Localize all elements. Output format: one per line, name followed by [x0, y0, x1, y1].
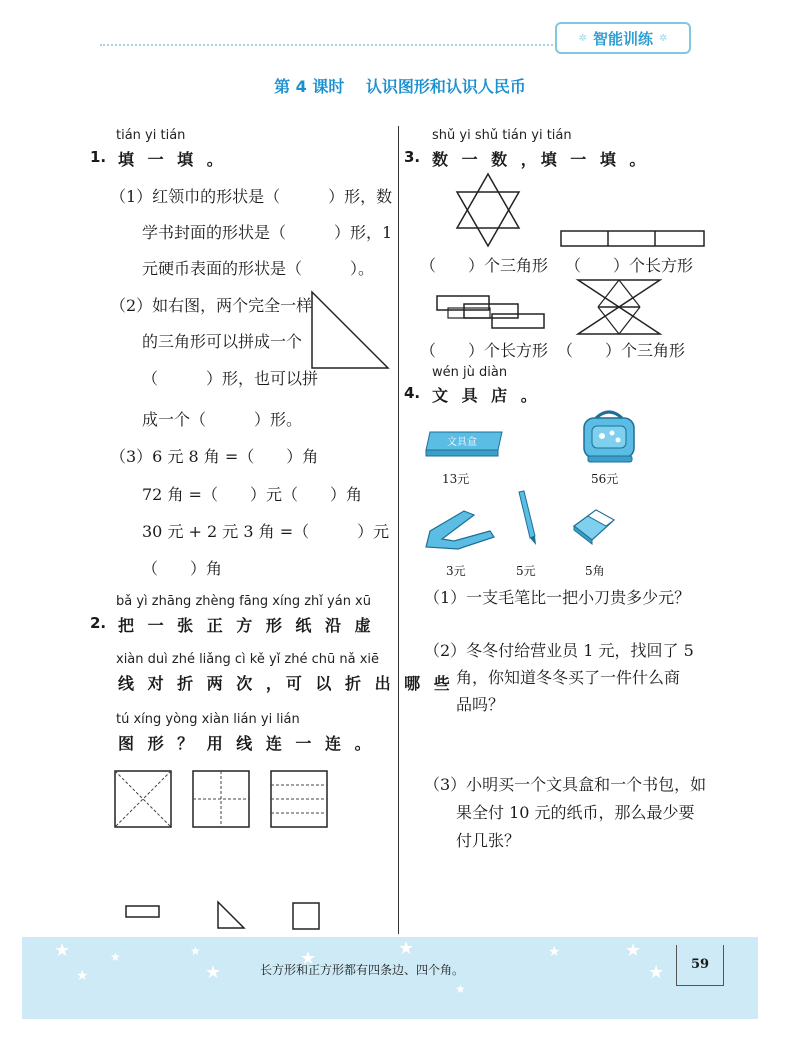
schoolbag-icon [578, 408, 640, 464]
star-icon: ✲ [578, 32, 587, 44]
q4-sub3-line3: 付几张？ [456, 831, 521, 850]
star-icon: ★ [648, 962, 665, 983]
q2-line3: 图 形 ？ 用 线 连 一 连 。 [118, 734, 375, 753]
q2-pinyin-line3: tú xíng yòng xiàn lián yi lián [116, 712, 300, 727]
q4-title: 文 具 店 。 [432, 386, 541, 405]
eraser-icon [570, 506, 616, 544]
q4-sub3-line1: （3）小明买一个文具盒和一个书包，如 [424, 775, 707, 794]
star-icon: ★ [190, 944, 201, 958]
folded-paper-diagonals [114, 770, 174, 830]
star-icon: ★ [110, 950, 121, 964]
header-tab-label: 智能训练 [592, 29, 653, 48]
folded-paper-cross [192, 770, 252, 830]
price-knife: 3元 [446, 564, 466, 578]
q1-pinyin: tián yi tián [116, 128, 186, 143]
brush-pen-icon [516, 490, 538, 546]
q2-line1: 把 一 张 正 方 形 纸 沿 虚 [118, 616, 375, 635]
star-icon: ★ [625, 940, 642, 961]
footer-note: 长方形和正方形都有四条边、四个角。 [260, 963, 465, 977]
star-icon: ★ [54, 940, 71, 961]
pencil-box-label: 文具盒 [447, 437, 477, 448]
q1-number: 1. [90, 148, 107, 166]
q4-number: 4. [404, 384, 421, 402]
q1-part2-line3: （ ）形，也可以拼 [142, 369, 319, 388]
q4-sub1: （1）一支毛笔比一把小刀贵多少元？ [424, 588, 691, 607]
star-icon: ★ [398, 938, 415, 959]
page-number: 59 [676, 945, 724, 986]
q3-blank-triangles-2: （ ）个三角形 [557, 341, 686, 360]
star-icon: ✲ [659, 32, 668, 44]
q4-pinyin: wén jù diàn [432, 365, 508, 380]
pencil-box-icon [424, 430, 504, 458]
q1-part1-line2: 学书封面的形状是（ ）形，1 [142, 223, 393, 242]
star-icon: ★ [76, 968, 89, 984]
q3-pinyin: shǔ yi shǔ tián yi tián [432, 128, 572, 143]
q1-title: 填 一 填 。 [118, 150, 227, 169]
q4-sub3-line2: 果全付 10 元的纸币，那么最少要 [456, 803, 695, 822]
q1-part1-line3: 元硬币表面的形状是（ ）。 [142, 259, 375, 278]
overlapping-rectangles-figure [436, 292, 548, 332]
q1-part3-line1: （3）6 元 8 角 =（ ）角 [110, 447, 319, 466]
q3-blank-rectangles-1: （ ）个长方形 [565, 256, 694, 275]
q2-number: 2. [90, 614, 107, 632]
triangle-grid-figure [576, 278, 662, 336]
folded-paper-horizontal [270, 770, 330, 830]
small-triangle-figure [216, 900, 246, 930]
q2-pinyin-line2: xiàn duì zhé liǎng cì kě yǐ zhé chū nǎ xiē [116, 652, 380, 667]
q3-blank-triangles-1: （ ）个三角形 [420, 256, 549, 275]
star-icon: ★ [205, 962, 222, 983]
star-icon: ★ [548, 944, 561, 960]
three-rectangles-figure [560, 230, 706, 248]
price-schoolbag: 56元 [591, 472, 619, 486]
lesson-title [0, 74, 800, 97]
q1-part3-line3: 30 元 + 2 元 3 角 =（ ）元 [142, 522, 390, 541]
small-rectangle-figure [125, 905, 161, 919]
q3-title: 数 一 数 ，填 一 填 。 [432, 150, 650, 169]
q1-part2-line1: （2）如右图，两个完全一样 [110, 296, 313, 315]
price-brush: 5元 [516, 564, 536, 578]
q1-part2-line2: 的三角形可以拼成一个 [142, 332, 303, 351]
q3-blank-rectangles-2: （ ）个长方形 [420, 341, 549, 360]
q4-sub2-line1: （2）冬冬付给营业员 1 元，找回了 5 [424, 641, 694, 660]
lesson-topic: 认识图形和认识人民币 [365, 77, 526, 96]
star-icon: ★ [300, 948, 317, 969]
q3-number: 3. [404, 148, 421, 166]
q4-sub2-line2: 角，你知道冬冬买了一件什么商 [456, 668, 681, 687]
q2-pinyin-line1: bǎ yì zhāng zhèng fāng xíng zhǐ yán xū [116, 594, 371, 609]
q2-line2: 线 对 折 两 次 ，可 以 折 出 哪 些 [118, 674, 454, 693]
star-of-david-figure [455, 172, 521, 248]
price-eraser: 5角 [585, 564, 605, 578]
lesson-number: 第 4 课时 [274, 77, 345, 96]
header-tab [555, 22, 691, 54]
q1-part3-line2: 72 角 =（ ）元（ ）角 [142, 485, 362, 504]
star-icon: ★ [455, 982, 466, 996]
q1-part3-line4: （ ）角 [142, 559, 223, 578]
q1-part2-line4: 成一个（ ）形。 [142, 410, 303, 429]
right-triangle-figure [310, 290, 390, 370]
small-square-figure [292, 902, 322, 932]
price-pencil-box: 13元 [442, 472, 470, 486]
q1-part1-line1: （1）红领巾的形状是（ ）形，数 [110, 187, 393, 206]
column-divider [398, 126, 399, 934]
q4-sub2-line3: 品吗？ [456, 695, 505, 714]
pocket-knife-icon [424, 505, 496, 549]
